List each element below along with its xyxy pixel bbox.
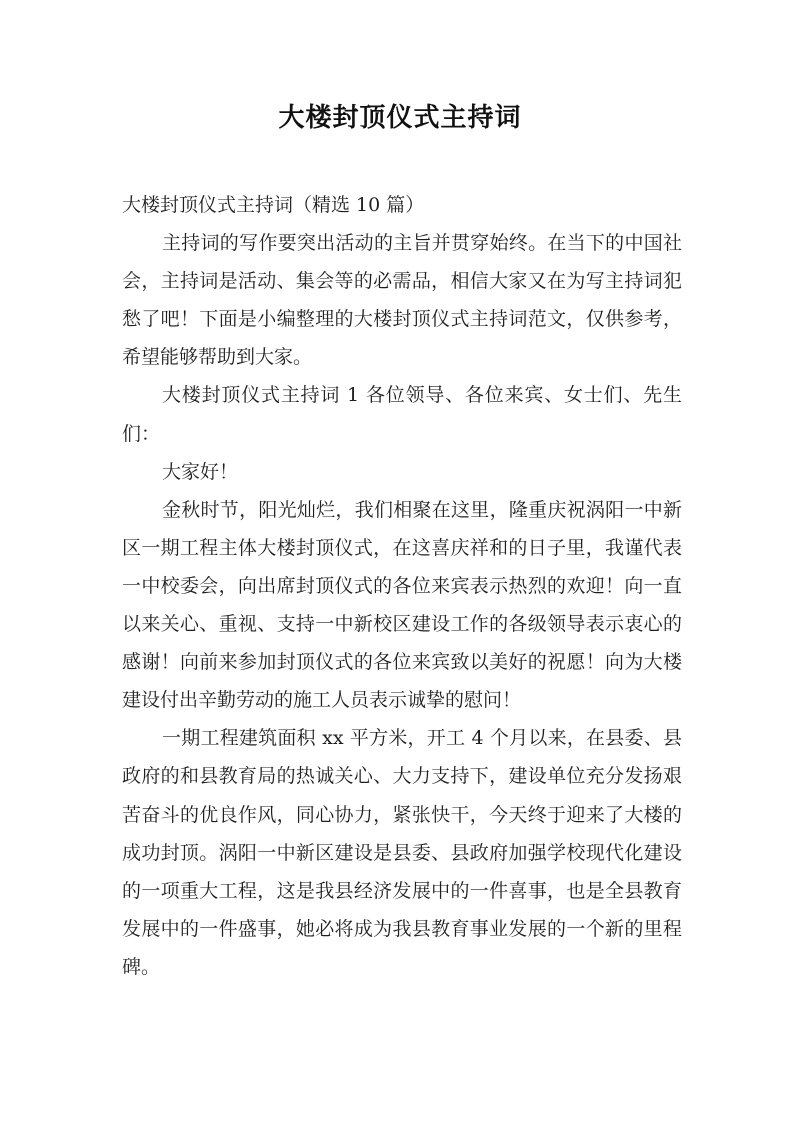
paragraph-greeting: 大家好！ <box>162 460 239 483</box>
paragraph-intro-heading: 大楼封顶仪式主持词（精选 10 篇） <box>122 194 425 216</box>
document-body <box>122 186 682 986</box>
paragraph-speech-1-opening: 大楼封顶仪式主持词 1 各位领导、各位来宾、女士们、先生们： <box>122 384 682 445</box>
document-title: 大楼封顶仪式主持词 <box>278 103 522 133</box>
paragraph-project-overview: 一期工程建筑面积 xx 平方米，开工 4 个月以来，在县委、县政府的和县教育局的热诚关心、大力支持下，建设单位充分发扬艰苦奋斗的优良作风，同心协力，紧张快干，今天终于迎来了大楼的成功封顶。涡阳一中新区建设是县委、县政府加强学校现代化建设的一项重大工程，这是我县经济发展中的一件喜事，也是全县教育发展中的一件盛事，她必将成为我县教育事业发展的一个新的里程碑。 <box>122 727 682 978</box>
paragraph-welcome: 金秋时节，阳光灿烂，我们相聚在这里，隆重庆祝涡阳一中新区一期工程主体大楼封顶仪式，在这喜庆祥和的日子里，我谨代表一中校委会，向出席封顶仪式的各位来宾表示热烈的欢迎！向一直以来关心、重视、支持一中新校区建设工作的各级领导表示衷心的感谢！向前来参加封顶仪式的各位来宾致以美好的祝愿！向为大楼建设付出辛勤劳动的施工人员表示诚挚的慰问！ <box>122 498 682 712</box>
paragraph-preface: 主持词的写作要突出活动的主旨并贯穿始终。在当下的中国社会，主持词是活动、集会等的必需品，相信大家又在为写主持词犯愁了吧！下面是小编整理的大楼封顶仪式主持词范文，仅供参考，希望能够帮助到大家。 <box>122 232 682 369</box>
